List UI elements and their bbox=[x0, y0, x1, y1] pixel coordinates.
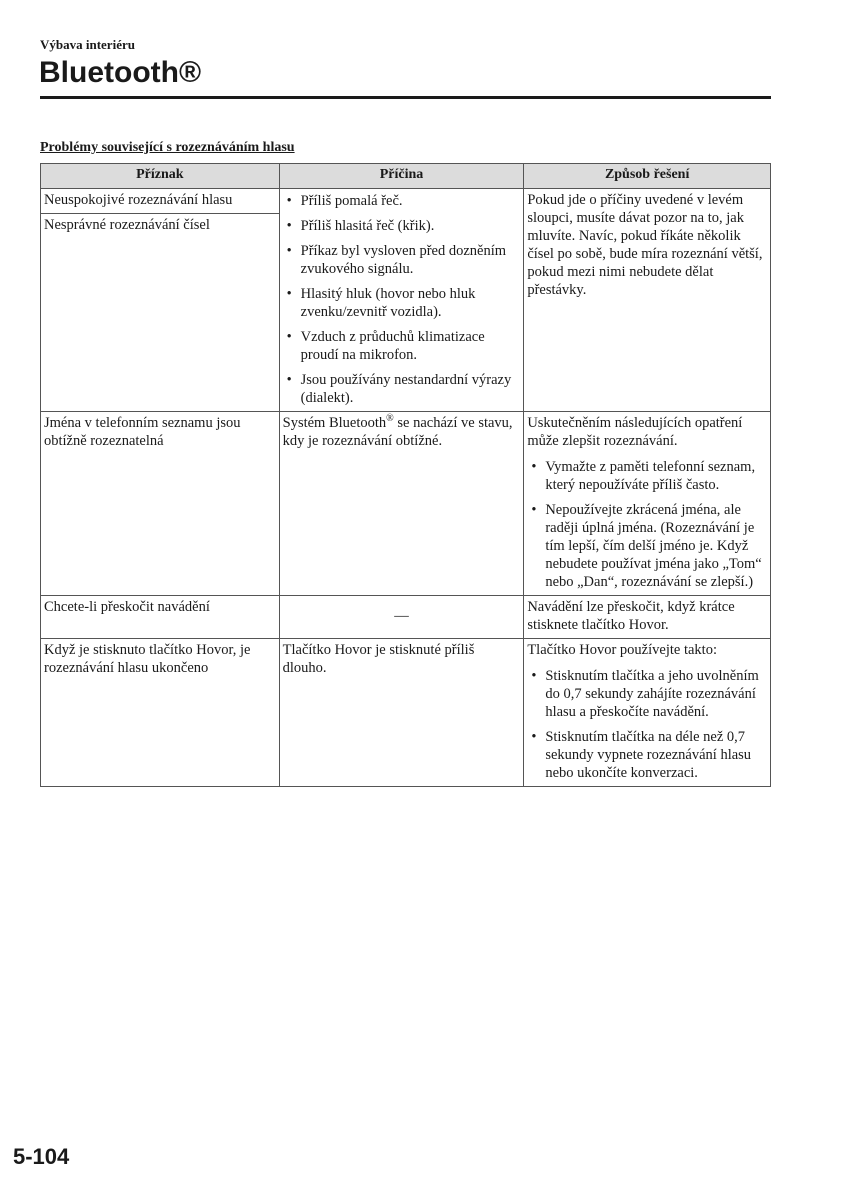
page-title: Bluetooth® bbox=[39, 56, 202, 89]
list-item: • Příliš hlasitá řeč (křik). bbox=[283, 217, 521, 235]
list-item: • Vzduch z průduchů klimatizace proudí na mikrofon. bbox=[283, 328, 521, 364]
list-item: • Příkaz byl vysloven před dozněním zvukového signálu. bbox=[283, 242, 521, 278]
list-item: • Stisknutím tlačítka na déle než 0,7 sekundy vypnete rozeznávání hlasu nebo ukončíte konverzaci. bbox=[527, 728, 767, 782]
cause-cell: — bbox=[279, 596, 524, 639]
cause-cell bbox=[279, 189, 524, 412]
list-item: • Příliš pomalá řeč. bbox=[283, 192, 521, 210]
symptom-cell: Nesprávné rozeznávání čísel bbox=[41, 214, 280, 412]
table-row bbox=[41, 639, 771, 787]
cause-list bbox=[283, 192, 521, 407]
cause-cell: Tlačítko Hovor je stisknuté příliš dlouho. bbox=[279, 639, 524, 787]
section-heading: Problémy související s rozeznáváním hlasu bbox=[40, 140, 295, 155]
solution-list bbox=[527, 667, 767, 782]
list-item: • Jsou používány nestandardní výrazy (dialekt). bbox=[283, 371, 521, 407]
solution-cell: Pokud jde o příčiny uvedené v levém sloupci, musíte dávat pozor na to, jak mluvíte. Navíc, pokud říkáte několik čísel po sobě, bude míra rozeznání větší, pokud mezi nimi nebudete dělat přestávky. bbox=[524, 189, 771, 412]
table-row bbox=[41, 412, 771, 596]
symptom-cell: Chcete-li přeskočit navádění bbox=[41, 596, 280, 639]
troubleshooting-table bbox=[40, 163, 771, 787]
table-header-row bbox=[41, 164, 771, 189]
solution-cell bbox=[524, 639, 771, 787]
column-header-solution: Způsob řešení bbox=[524, 164, 771, 189]
table-row bbox=[41, 596, 771, 639]
column-header-symptom: Příznak bbox=[41, 164, 280, 189]
chapter-kicker: Výbava interiéru bbox=[40, 37, 135, 52]
solution-cell bbox=[524, 412, 771, 596]
symptom-cell: Neuspokojivé rozeznávání hlasu bbox=[41, 189, 280, 214]
table-row bbox=[41, 189, 771, 214]
list-item: • Stisknutím tlačítka a jeho uvolněním do 0,7 sekundy zahájíte rozeznávání hlasu a přeskočíte navádění. bbox=[527, 667, 767, 721]
list-item: • Vymažte z paměti telefonní seznam, který nepoužíváte příliš často. bbox=[527, 458, 767, 494]
solution-cell: Navádění lze přeskočit, když krátce stisknete tlačítko Hovor. bbox=[524, 596, 771, 639]
list-item: • Hlasitý hluk (hovor nebo hluk zvenku/zevnitř vozidla). bbox=[283, 285, 521, 321]
symptom-cell: Když je stisknuto tlačítko Hovor, je rozeznávání hlasu ukončeno bbox=[41, 639, 280, 787]
title-rule bbox=[40, 96, 771, 99]
list-item: • Nepoužívejte zkrácená jména, ale raději úplná jména. (Rozeznávání je tím lepší, čím delší jméno je. Když nebudete používat jména jako „Tom“ nebo „Dan“, rozeznávání se zlepší.) bbox=[527, 501, 767, 591]
symptom-cell: Jména v telefonním seznamu jsou obtížně rozeznatelná bbox=[41, 412, 280, 596]
solution-list bbox=[527, 458, 767, 591]
column-header-cause: Příčina bbox=[279, 164, 524, 189]
page-number: 5-104 bbox=[13, 1144, 70, 1169]
solution-intro: Uskutečněním následujících opatření může zlepšit rozeznávání. bbox=[527, 415, 743, 449]
solution-intro: Tlačítko Hovor používejte takto: bbox=[527, 642, 717, 658]
cause-cell: Systém Bluetooth® se nachází ve stavu, kdy je rozeznávání obtížné. bbox=[279, 412, 524, 596]
